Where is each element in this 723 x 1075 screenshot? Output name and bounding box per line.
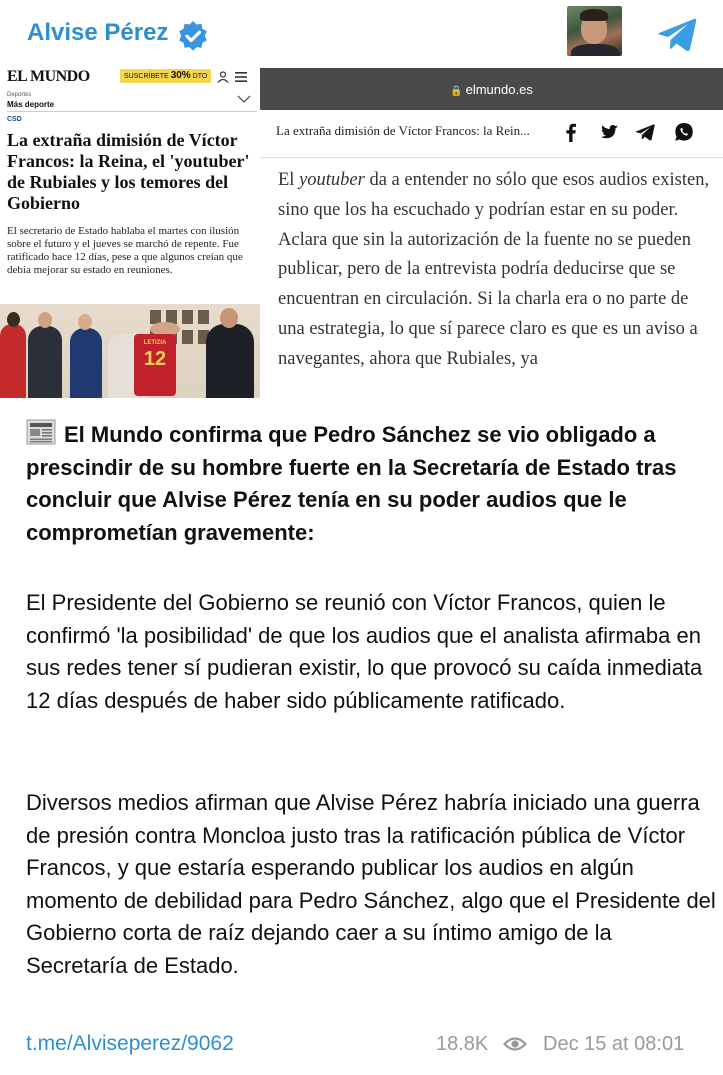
url-display <box>260 82 723 97</box>
subscribe-badge <box>120 69 211 83</box>
channel-name[interactable]: Alvise Pérez <box>27 19 169 46</box>
browser-url-bar <box>260 68 723 110</box>
eye-icon <box>503 1034 527 1054</box>
person <box>0 324 26 398</box>
channel-header <box>0 0 723 68</box>
avatar-hair <box>580 9 608 21</box>
section-nav <box>7 92 257 112</box>
subsection-label: Más deporte <box>7 100 55 109</box>
avatar[interactable] <box>567 6 622 56</box>
message-paragraph-1: El Presidente del Gobierno se reunió con Víctor Francos, quien le confirmó 'la posibilidad' de que los audios que el analista afirmaba en sus redes tener sí pudieran existir, lo que provocó su caída inmediata 12 días después de haber sido públicamente ratificado. <box>26 590 703 713</box>
person-head <box>78 314 92 330</box>
jersey-number: 12 <box>143 348 167 370</box>
menu-icon <box>235 72 247 82</box>
article-body-pre: El <box>278 170 300 190</box>
subscribe-discount: 30% <box>170 70 191 81</box>
article-screenshot-right <box>260 68 723 398</box>
person-head <box>38 312 52 328</box>
share-bar <box>260 110 723 158</box>
person <box>28 326 62 398</box>
user-icon <box>217 71 229 83</box>
article-lede: El secretario de Estado hablaba el martes con ilusión sobre el futuro y el jueves se marchó de repente. Fue ratificado hace 12 días, pese a que algunos creían que debía mejorar su estado en reuniones. <box>7 225 243 276</box>
elmundo-logo: EL MUNDO <box>7 68 90 85</box>
article-body-italic: youtuber <box>299 170 365 190</box>
person-head <box>7 312 20 327</box>
wall-frame <box>198 310 209 324</box>
newspaper-icon <box>26 419 56 445</box>
wall-frame <box>182 310 193 324</box>
subscribe-suffix: DTO <box>192 73 208 80</box>
jersey-name: LETIZIA <box>143 340 167 346</box>
telegram-share-icon <box>634 121 656 143</box>
article-body-rest: da a entender no sólo que esos audios existen, sino que los ha escuchado y podrían estar en su poder. Aclara que sin la autorización de la fuente no se pueden publicar, pero de la entrevista podría deducirse que se encuentran en circulación. Si la charla era o no parte de una estrategia, lo que sí parece claro es que es un aviso a navegantes, ahora que Rubiales, ya <box>278 170 710 369</box>
whatsapp-icon <box>673 121 695 143</box>
person <box>70 328 102 398</box>
message-headline-text: El Mundo confirma que Pedro Sánchez se vio obligado a prescindir de su hombre fuerte en la Secretaría de Estado tras concluir que Alvise Pérez tenía en su poder audios que le comprometían gravemente: <box>26 422 677 545</box>
share-title: La extraña dimisión de Víctor Francos: la Rein... <box>276 123 530 138</box>
article-photo <box>0 304 260 398</box>
wall-frame <box>182 330 193 344</box>
facebook-icon <box>560 121 582 143</box>
person-head <box>220 308 238 328</box>
twitter-icon <box>597 121 619 143</box>
post-link[interactable]: t.me/Alviseperez/9062 <box>26 1032 234 1055</box>
telegram-icon[interactable] <box>656 14 698 54</box>
subscribe-label: SUSCRÍBETE <box>124 73 169 80</box>
jersey <box>134 334 176 396</box>
article-screenshot-left <box>0 68 260 398</box>
message-headline <box>26 419 716 549</box>
message-paragraph-2: Diversos medios afirman que Alvise Pérez habría iniciado una guerra de presión contra Moncloa justo tras la ratificación pública de Víctor Francos, y que estaría esperando publicar los audios en algún momento de debilidad para Pedro Sánchez, algo que el Presidente del Gobierno corta de raíz dejando caer a su íntimo amigo de la Secretaría de Estado. <box>26 790 716 978</box>
avatar-shirt <box>571 44 619 56</box>
message-footer <box>0 1026 723 1066</box>
article-body <box>278 166 718 375</box>
post-date: Dec 15 at 08:01 <box>543 1033 685 1055</box>
chevron-down-icon <box>237 94 251 104</box>
person <box>206 324 254 398</box>
lock-icon: 🔒 <box>450 86 463 97</box>
article-title: La extraña dimisión de Víctor Francos: la Reina, el 'youtuber' de Rubiales y los temores del Gobierno <box>7 130 250 213</box>
url-text: elmundo.es <box>465 82 533 97</box>
elmundo-topbar <box>7 68 257 88</box>
verified-badge-icon <box>178 21 208 51</box>
section-label: Deportes <box>7 92 32 98</box>
view-count: 18.8K <box>436 1033 489 1055</box>
article-kicker: CSD <box>7 116 22 123</box>
